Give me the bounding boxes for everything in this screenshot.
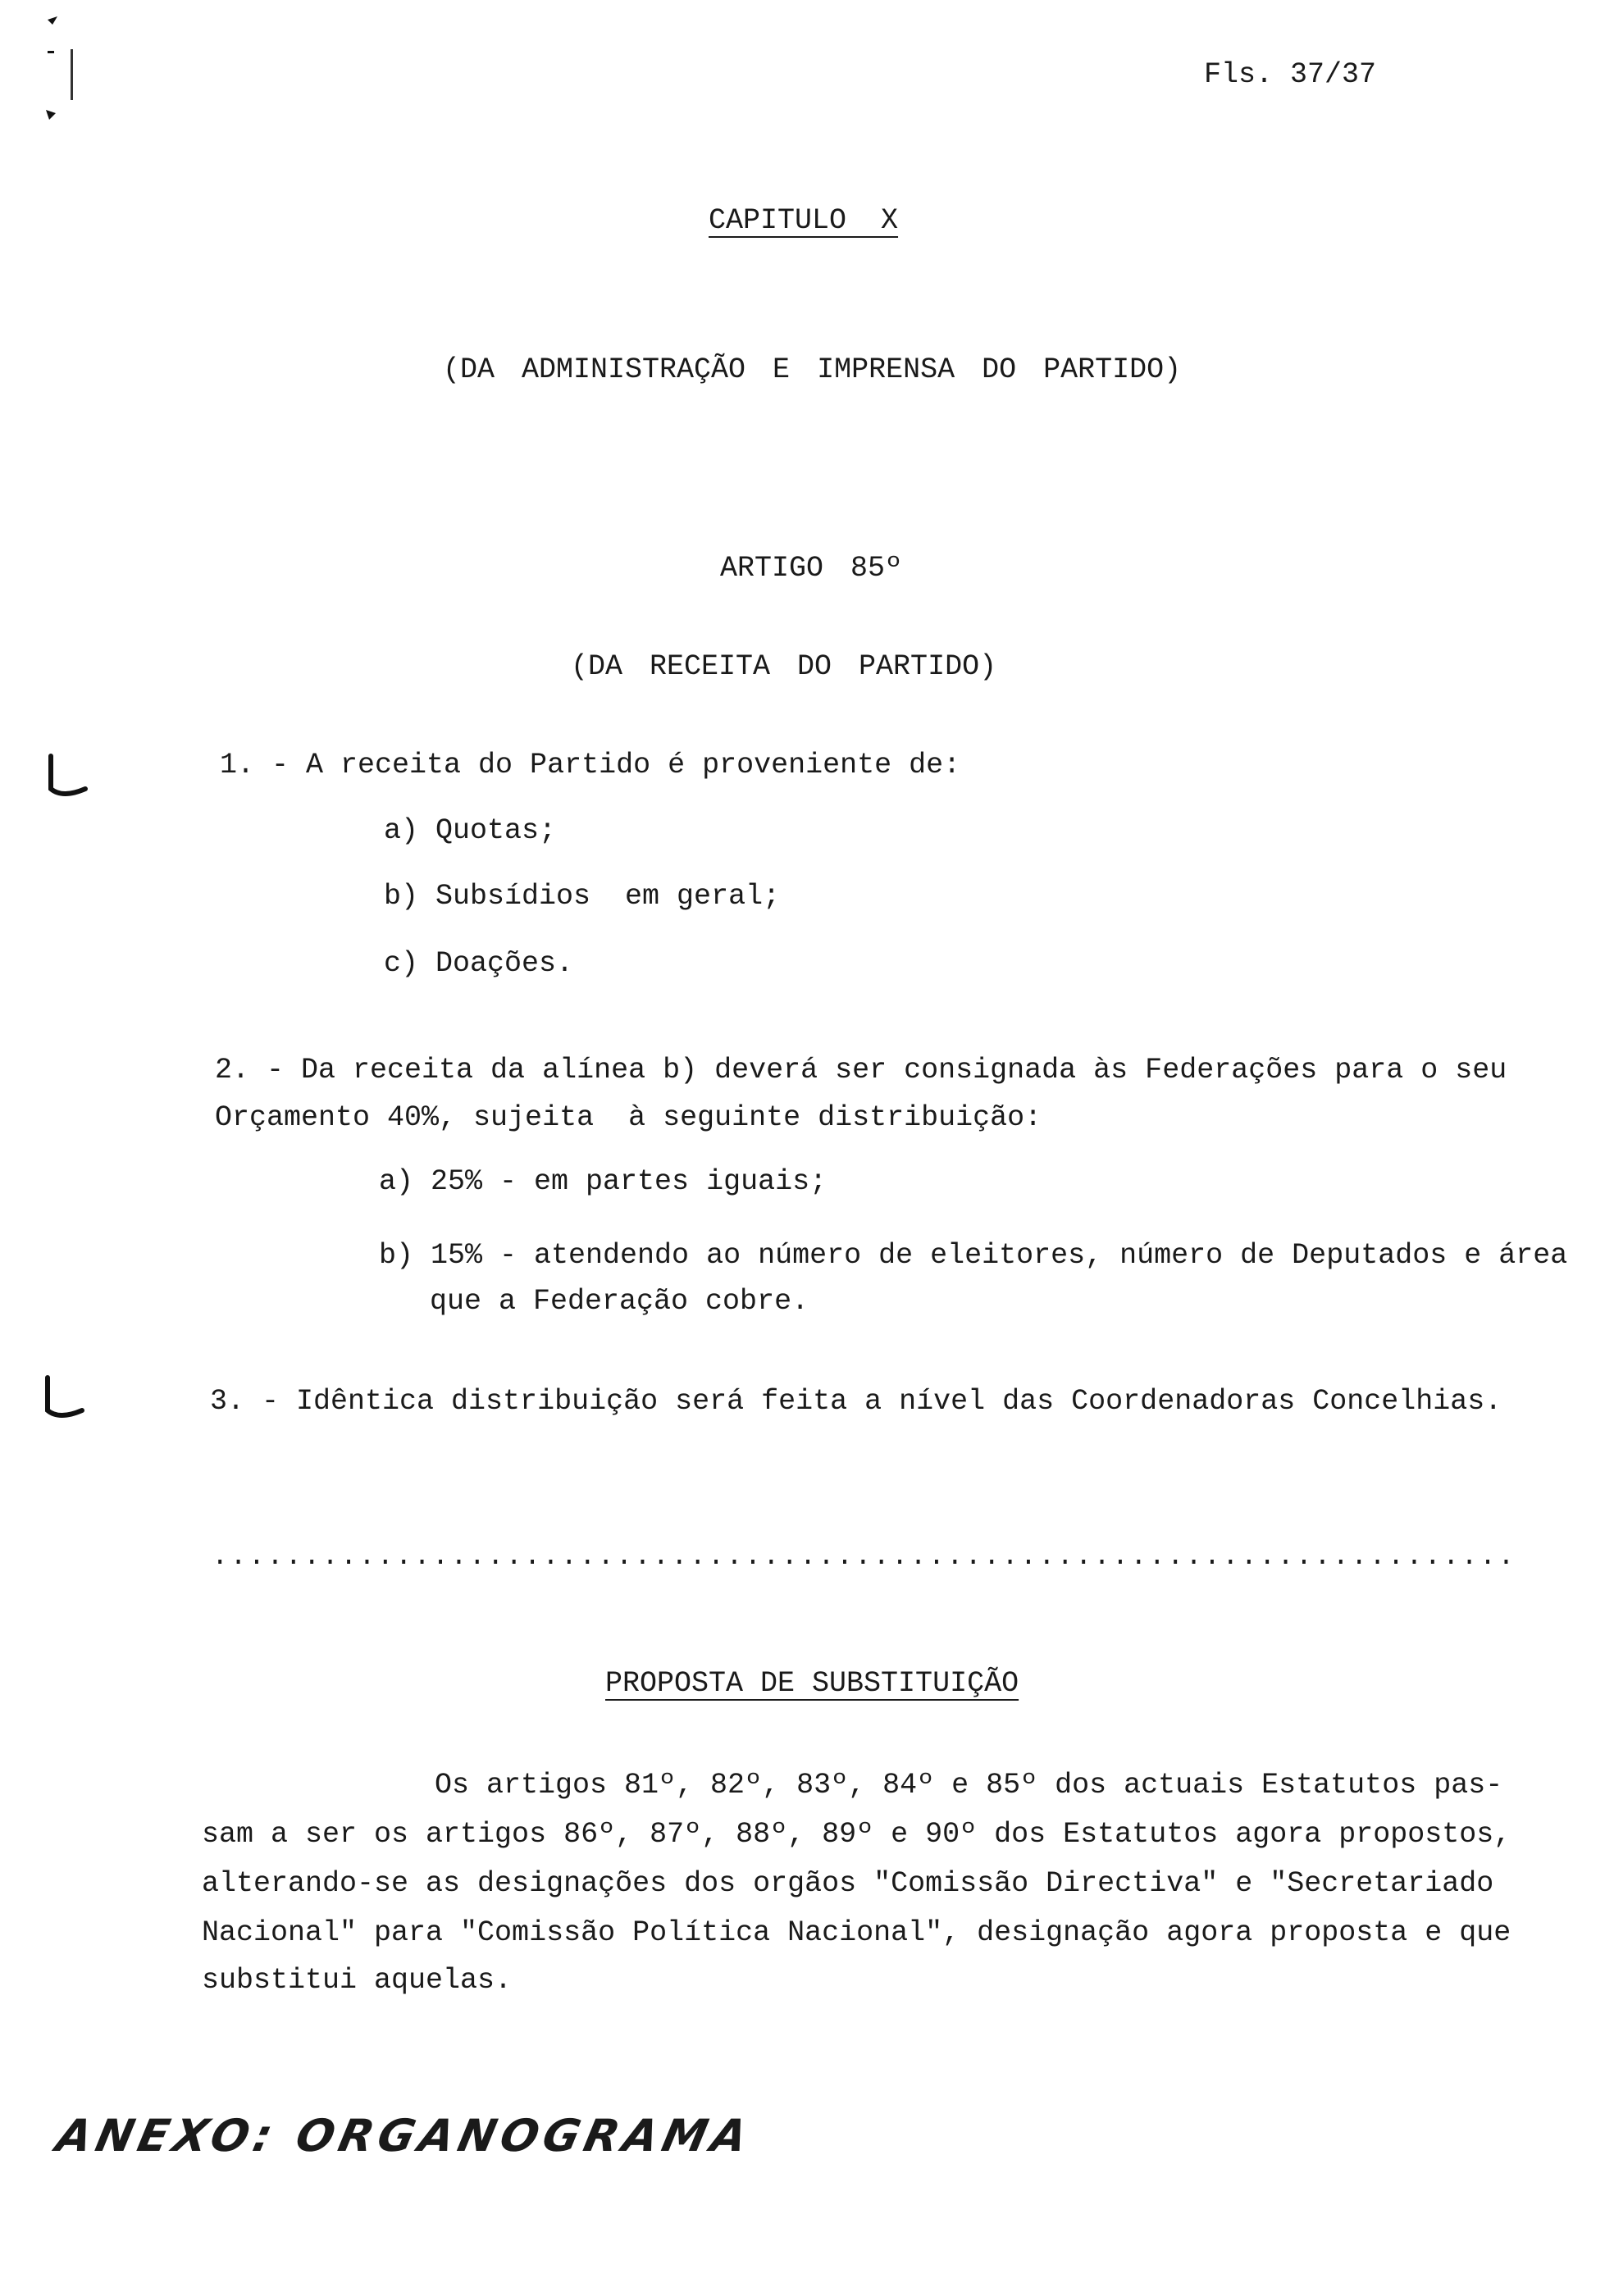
item-3-text: 3. - Idêntica distribuição será feita a nível das Coordenadoras Concelhias. [210,1385,1502,1418]
item-2-line-1: 2. - Da receita da alínea b) deverá ser consignada às Federações para o seu [215,1054,1507,1086]
article-title: ARTIGO 85º [720,552,903,585]
binder-marks [41,8,90,123]
chapter-title: CAPITULO X [709,204,899,237]
article-subtitle: (DA RECEITA DO PARTIDO) [571,650,997,683]
item-1-sub-c: c) Doações. [384,947,574,980]
proposal-line-2: sam a ser os artigos 86º, 87º, 88º, 89º e 90º dos Estatutos agora propostos, [202,1818,1511,1851]
handwritten-annex-note: ANEXO: ORGANOGRAMA [52,2110,757,2162]
folio-number: Fls. 37/37 [1204,58,1377,91]
item-2-sub-a: a) 25% - em partes iguais; [379,1165,828,1198]
item-1-sub-b: b) Subsídios em geral; [384,880,781,913]
item-2-sub-b-line-1: b) 15% - atendendo ao número de eleitores, número de Deputados e área [379,1239,1568,1272]
proposal-title: PROPOSTA DE SUBSTITUIÇÃO [605,1667,1019,1700]
item-2-sub-b-line-2: que a Federação cobre. [430,1285,809,1318]
dotted-separator: ....................................................................... [212,1542,1516,1573]
margin-check-mark-2 [36,1374,93,1424]
item-1-text: 1. - A receita do Partido é proveniente de: [220,749,961,781]
proposal-line-1: Os artigos 81º, 82º, 83º, 84º e 85º dos actuais Estatutos pas- [435,1769,1503,1802]
proposal-line-4: Nacional" para "Comissão Política Nacional", designação agora proposta e que [202,1916,1511,1949]
item-1-sub-a: a) Quotas; [384,814,557,847]
item-2-line-2: Orçamento 40%, sujeita à seguinte distribuição: [215,1101,1042,1134]
proposal-line-5: substitui aquelas. [202,1964,513,1997]
chapter-subtitle: (DA ADMINISTRAÇÃO E IMPRENSA DO PARTIDO) [443,353,1182,386]
margin-check-mark-1 [41,753,98,802]
proposal-line-3: alterando-se as designações dos orgãos "Comissão Directiva" e "Secretariado [202,1867,1494,1900]
